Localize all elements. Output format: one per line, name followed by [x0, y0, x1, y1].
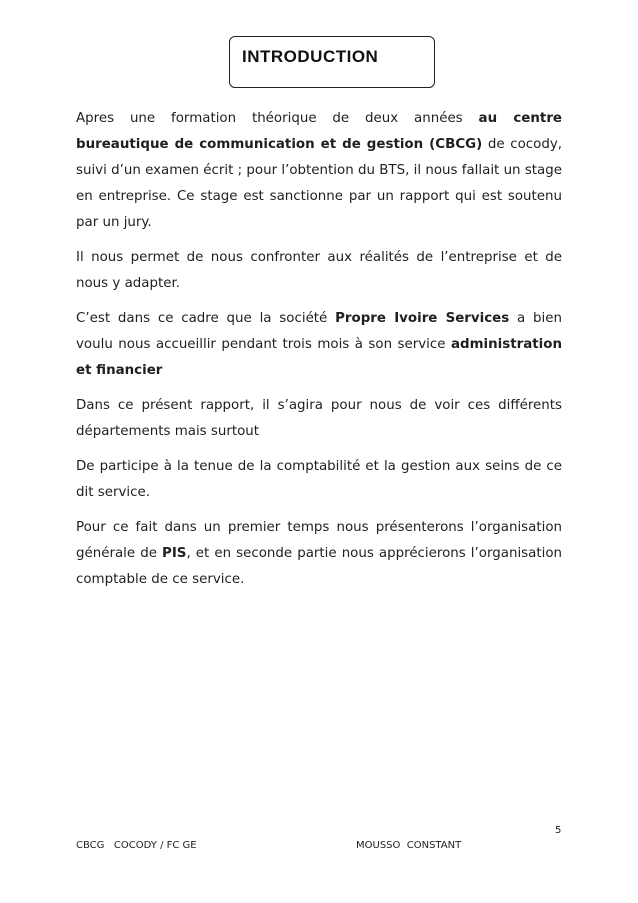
paragraph-6-text: Pour ce fait dans un premier temps nous présenterons l’organisation générale de: [76, 520, 562, 561]
paragraph-1: [76, 106, 562, 236]
paragraph-3-text-mid: a bien voulu nous accueillir pendant trois mois à son service: [76, 311, 562, 352]
service-name: administration et financier: [76, 337, 562, 378]
document-body: [76, 106, 562, 602]
paragraph-1-text-end: de cocody, suivi d’un examen écrit ; pour l’obtention du BTS, il nous fallait un stage en entreprise. Ce stage est sanctionne par un rapport qui est soutenu par un jury.: [76, 137, 562, 230]
paragraph-4: Dans ce présent rapport, il s’agira pour nous de voir ces différents départements mais surtout: [76, 398, 562, 439]
page-number: 5: [555, 825, 562, 836]
footer-right: MOUSSO CONSTANT: [356, 840, 462, 851]
paragraph-1-text: Apres une formation théorique de deux années: [76, 111, 479, 126]
paragraph-2: Il nous permet de nous confronter aux réalités de l’entreprise et de nous y adapter.: [76, 250, 562, 291]
footer-left: CBCG COCODY / FC GE: [76, 840, 197, 851]
paragraph-3-text: C’est dans ce cadre que la société: [76, 311, 336, 326]
paragraph-6: [76, 515, 562, 593]
title-box: [229, 36, 435, 88]
paragraph-5: De participe à la tenue de la comptabilité et la gestion aux seins de ce dit service.: [76, 459, 562, 500]
page-title: INTRODUCTION: [242, 47, 379, 66]
company-acronym: PIS: [162, 546, 187, 561]
paragraph-6-text-end: , et en seconde partie nous apprécierons l’organisation comptable de ce service.: [76, 546, 562, 587]
paragraph-1-bold: au centre bureautique de communication et de gestion (CBCG): [76, 111, 563, 152]
company-name: Propre Ivoire Services: [335, 311, 510, 326]
paragraph-3: [76, 306, 562, 384]
